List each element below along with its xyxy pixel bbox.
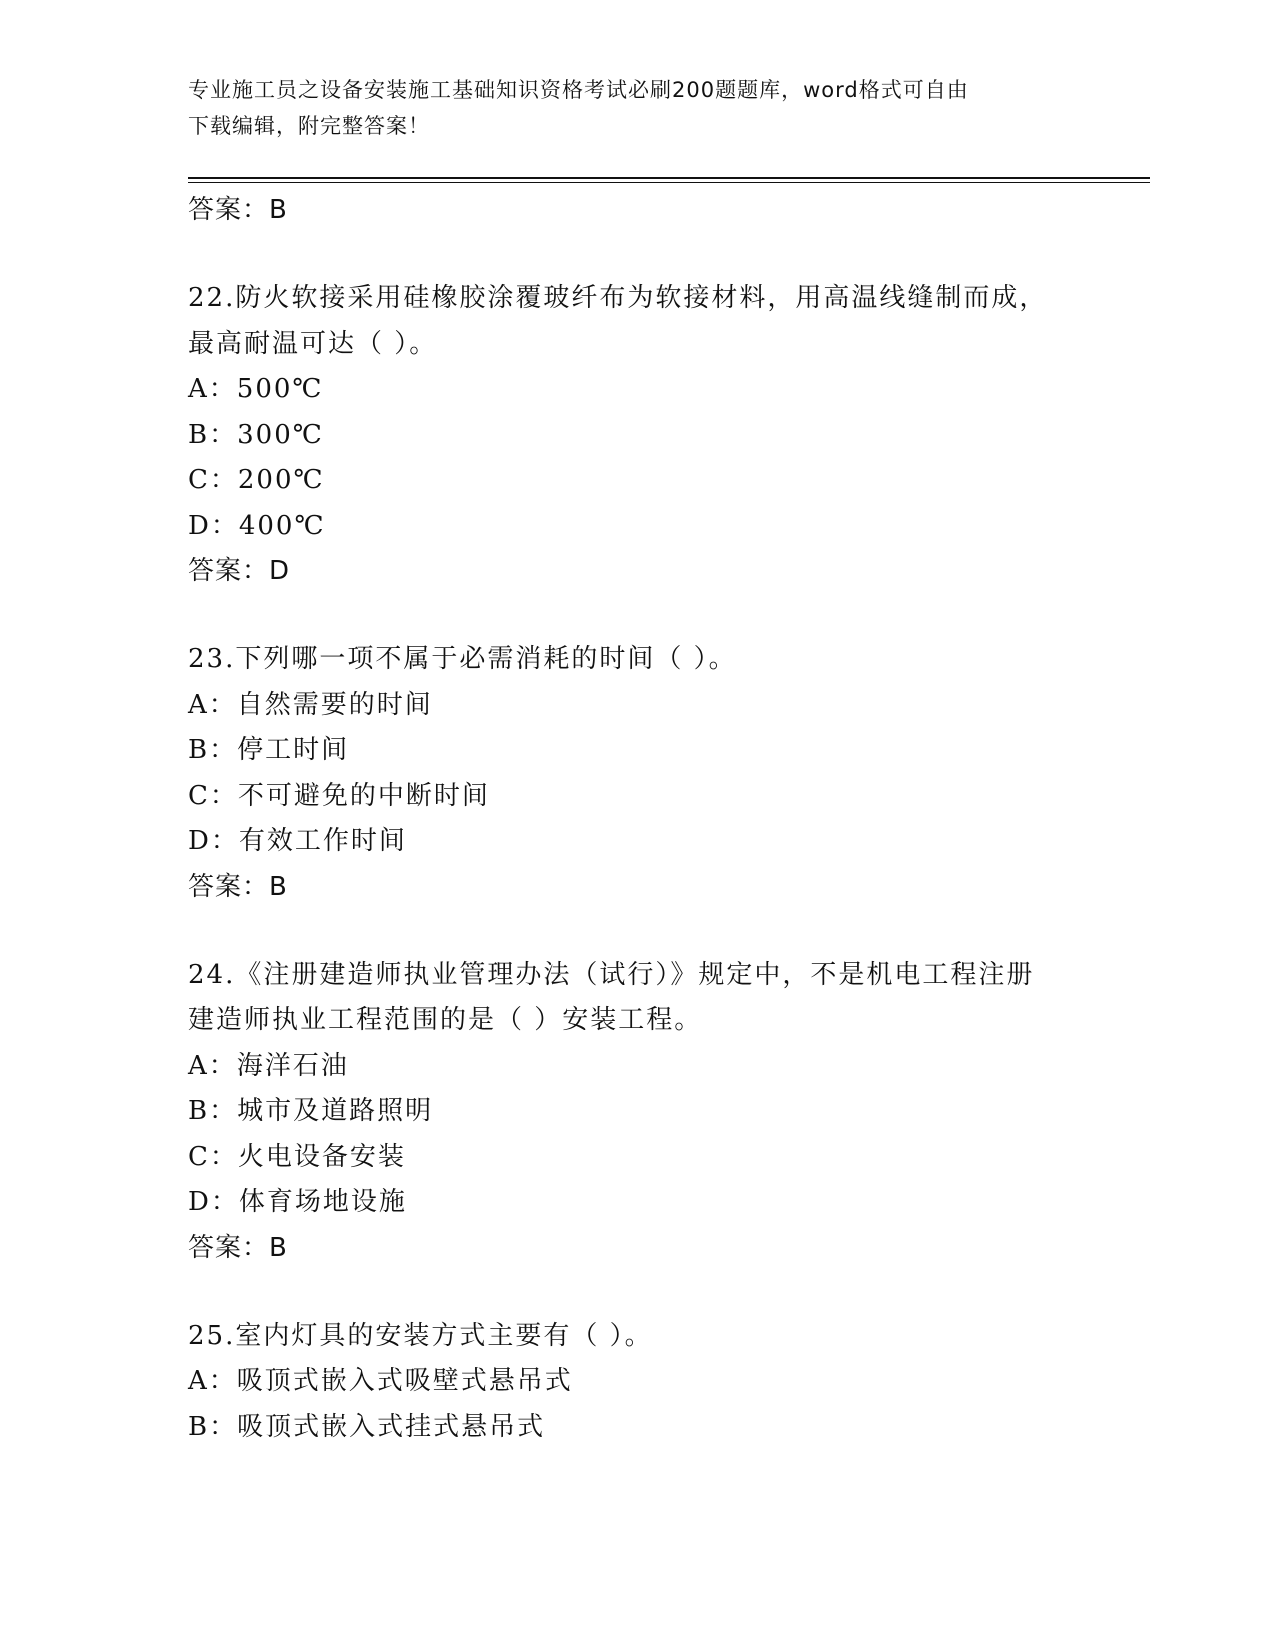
option-c: C：火电设备安装 bbox=[188, 1141, 406, 1172]
document-header bbox=[188, 72, 1068, 144]
question-stem-line: 最高耐温可达（ ）。 bbox=[188, 328, 438, 359]
option-d: D：体育场地设施 bbox=[188, 1187, 407, 1217]
question-stem-line: 25.室内灯具的安装方式主要有（ ）。 bbox=[188, 1320, 653, 1351]
option-a: A：500℃ bbox=[188, 374, 324, 404]
answer-line: 答案：B bbox=[188, 871, 288, 902]
header-line-1: 专业施工员之设备安装施工基础知识资格考试必刷200题题库，word格式可自由 bbox=[188, 78, 969, 102]
option-a: A：自然需要的时间 bbox=[188, 689, 433, 720]
question-22 bbox=[188, 276, 1088, 593]
answer-line: 答案：B bbox=[188, 195, 288, 225]
answer-line: 答案：B bbox=[188, 1232, 288, 1263]
question-stem-line: 建造师执业工程范围的是（ ）安装工程。 bbox=[188, 1005, 703, 1035]
option-c: C：200℃ bbox=[188, 465, 325, 495]
option-b: B：城市及道路照明 bbox=[188, 1096, 434, 1126]
header-divider-thin bbox=[188, 182, 1150, 183]
option-c: C：不可避免的中断时间 bbox=[188, 780, 490, 811]
header-line-2: 下载编辑，附完整答案！ bbox=[188, 114, 430, 138]
option-b: B：吸顶式嵌入式挂式悬吊式 bbox=[188, 1411, 546, 1442]
question-stem-line: 23.下列哪一项不属于必需消耗的时间（ ）。 bbox=[188, 644, 737, 674]
question-stem-line: 22.防火软接采用硅橡胶涂覆玻纤布为软接材料，用高温线缝制而成， bbox=[188, 283, 1048, 313]
option-b: B：300℃ bbox=[188, 419, 324, 450]
header-divider-thick bbox=[188, 177, 1150, 179]
question-stem-line: 24.《注册建造师执业管理办法（试行）》规定中，不是机电工程注册 bbox=[188, 959, 1035, 990]
option-b: B：停工时间 bbox=[188, 735, 350, 765]
option-a: A：吸顶式嵌入式吸壁式悬吊式 bbox=[188, 1366, 573, 1396]
question-25 bbox=[188, 1314, 1088, 1451]
question-24 bbox=[188, 953, 1088, 1270]
option-d: D：400℃ bbox=[188, 510, 326, 541]
answer-line: 答案：D bbox=[188, 556, 291, 586]
option-a: A：海洋石油 bbox=[188, 1050, 349, 1081]
question-23 bbox=[188, 637, 1088, 909]
option-d: D：有效工作时间 bbox=[188, 826, 407, 856]
document-body bbox=[188, 188, 1088, 1450]
